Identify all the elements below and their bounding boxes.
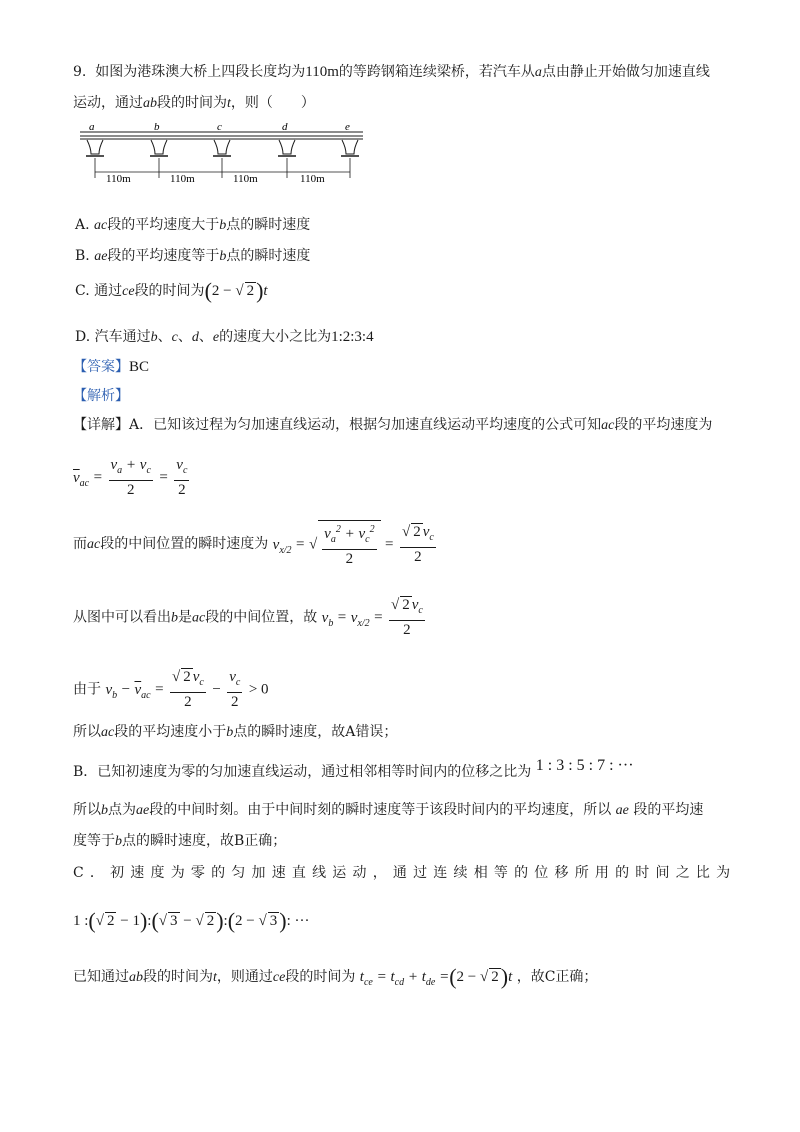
formula-tce: $t_{ce} = t_{cd} + t_{de} =(2$ − √ 2)t: [359, 964, 513, 989]
option-c: C. 通过ce段的时间为(2 − √ 2)t: [75, 278, 268, 303]
detail-c-intro: C．初速度为零的匀加速直线运动，通过连续相等的位移所用的时间之比为: [73, 865, 737, 881]
detail-a-fig: 从图中可以看出b是ac段的中间位置，故 $v_b = v_{x/2}$ = $\frac{√ 2 v_c}{2}$: [73, 596, 427, 639]
detail-tag: 【详解】: [73, 417, 129, 433]
answer-line: [73, 356, 149, 378]
detail-c-last: 已知通过ab段的时间为t，则通过ce段的时间为 $t_{ce} = t_{cd} + t_{de} =(2$ − √ 2)t ，故C正确；: [73, 964, 598, 989]
option-c-formula: (2 − √ 2)t: [204, 278, 268, 303]
formula-avg-ac: $\overline{v}_{ac}$ = $\frac{v_a + v_c}{2}$ = $\frac{v_c}{2}$: [73, 457, 188, 498]
formula-time-ratio: 1 :(√ 2 − 1):(√ 3 − √ 2):(2 − √ 3): ···: [73, 908, 310, 933]
formula-difference: $v_b - \overline{v}_{ac}$ = $\frac{√ 2 v_c}{2}$ − $\frac{v_c}{2}$ > 0: [105, 669, 269, 710]
answer-value: BC: [129, 359, 150, 375]
ratio-displacement: 1 : 3 : 5 : 7 : ···: [535, 757, 634, 774]
pier-3: [214, 140, 230, 154]
analysis-tag: 【解析】: [73, 388, 129, 404]
bridge-figure: [75, 120, 375, 190]
span-label-1: 110m: [106, 173, 131, 185]
question-line-2: 运动，通过ab段的时间为t，则（ ）: [73, 95, 315, 111]
point-label-a: a: [89, 121, 95, 133]
option-d: D. 汽车通过b、c、d、e的速度大小之比为1:2:3:4: [75, 329, 374, 345]
detail-a-mid: 而ac段的中间位置的瞬时速度为 $v_{x/2}$ = √ $\frac{v_a^2 + v_c^2}{2}$ = $\frac{√ 2 v_c}{2}$: [73, 520, 438, 568]
option-b: B. ae段的平均速度等于b点的瞬时速度: [75, 248, 311, 264]
detail-a-intro: 【详解】A．已知该过程为匀加速直线运动，根据匀加速直线运动平均速度的公式可知ac段的平均速度为: [73, 417, 713, 433]
span-label-2: 110m: [170, 173, 195, 185]
pier-4: [279, 140, 295, 154]
span-label-3: 110m: [233, 173, 258, 185]
detail-b-line-2: 度等于b点的瞬时速度，故B正确；: [73, 833, 287, 849]
bridge-deck: [80, 132, 363, 139]
option-a: A. ac段的平均速度大于b点的瞬时速度: [75, 217, 311, 233]
pier-2: [151, 140, 167, 154]
detail-a-since: 由于 $v_b - \overline{v}_{ac}$ = $\frac{√ 2 v_c}{2}$ − $\frac{v_c}{2}$ > 0: [73, 669, 269, 710]
point-label-c: c: [217, 121, 222, 133]
detail-a-conclusion: 所以ac段的平均速度小于b点的瞬时速度，故A错误；: [73, 724, 398, 740]
question-line-1: 9. 如图为港珠澳大桥上四段长度均为110m的等跨钢箱连续梁桥，若汽车从a点由静止开始做匀加速直线: [73, 64, 710, 80]
point-label-d: d: [282, 121, 288, 133]
detail-b-intro: B．已知初速度为零的匀加速直线运动，通过相邻相等时间内的位移之比为 1 : 3 : 5 : 7 : ···: [73, 757, 634, 780]
span-label-4: 110m: [300, 173, 325, 185]
pier-5: [342, 140, 358, 154]
formula-vb: $v_b = v_{x/2}$ = $\frac{√ 2 v_c}{2}$: [321, 597, 423, 638]
pier-1: [87, 140, 103, 154]
answer-tag: 【答案】: [73, 359, 129, 375]
point-label-e: e: [345, 121, 350, 133]
analysis-line: [73, 385, 129, 407]
formula-mid-velocity: $v_{x/2}$ = √ $\frac{v_a^2 + v_c^2}{2}$ = $\frac{√ 2 v_c}{2}$: [273, 520, 438, 568]
detail-b-line-1: 所以b点为ae段的中间时刻。由于中间时刻的瞬时速度等于该段时间内的平均速度，所以 ae 段的平均速: [73, 802, 704, 818]
point-label-b: b: [154, 121, 160, 133]
